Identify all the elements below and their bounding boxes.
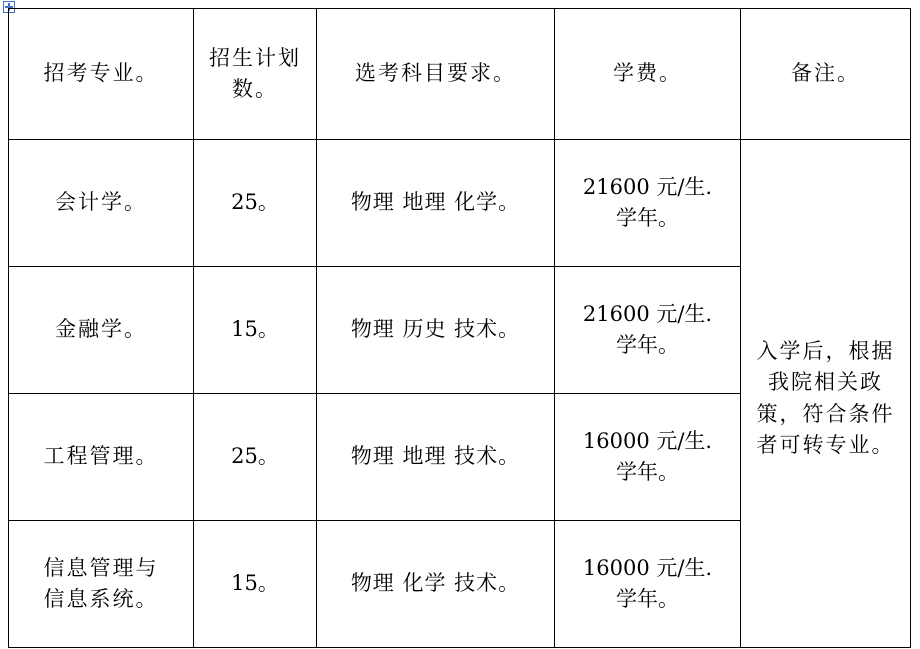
column-header-major: 招考专业。 [9, 9, 194, 140]
major-line-1: 信息管理与 [43, 555, 159, 580]
tuition-line-2: 学年。 [616, 333, 679, 357]
cell-major [9, 521, 194, 648]
table-row [9, 140, 911, 267]
tuition-line-1: 21600 元/生. [582, 174, 713, 199]
remark-spacer [747, 326, 904, 336]
cell-plan-count: 25。 [194, 140, 317, 267]
column-header-subject-requirement: 选考科目要求。 [317, 9, 555, 140]
cell-plan-count: 15。 [194, 521, 317, 648]
cell-plan-count: 25。 [194, 394, 317, 521]
tuition-line-1: 16000 元/生. [582, 428, 713, 453]
cell-major: 工程管理。 [9, 394, 194, 521]
cell-tuition [555, 267, 741, 394]
cell-subjects: 物理 历史 技术。 [317, 267, 555, 394]
cell-major: 金融学。 [9, 267, 194, 394]
cell-tuition [555, 394, 741, 521]
column-header-remark: 备注。 [741, 9, 911, 140]
tuition-line-2: 学年。 [616, 587, 679, 611]
table-header-row [9, 9, 911, 140]
tuition-line-1: 21600 元/生. [582, 301, 713, 326]
tuition-line-2: 学年。 [616, 460, 679, 484]
major-line-2: 信息系统。 [43, 587, 159, 611]
cell-subjects: 物理 地理 化学。 [317, 140, 555, 267]
cell-tuition [555, 140, 741, 267]
admission-plan-table [8, 8, 911, 648]
cell-subjects: 物理 化学 技术。 [317, 521, 555, 648]
tuition-line-1: 16000 元/生. [582, 555, 713, 580]
tuition-line-2: 学年。 [616, 206, 679, 230]
column-header-plan-count: 招生计划数。 [194, 9, 317, 140]
cell-major: 会计学。 [9, 140, 194, 267]
cell-subjects: 物理 地理 技术。 [317, 394, 555, 521]
remark-text: 入学后，根据我院相关政策，符合条件者可转专业。 [756, 338, 895, 457]
column-header-tuition: 学费。 [555, 9, 741, 140]
cell-plan-count: 15。 [194, 267, 317, 394]
cell-remark [741, 140, 911, 648]
cell-tuition [555, 521, 741, 648]
